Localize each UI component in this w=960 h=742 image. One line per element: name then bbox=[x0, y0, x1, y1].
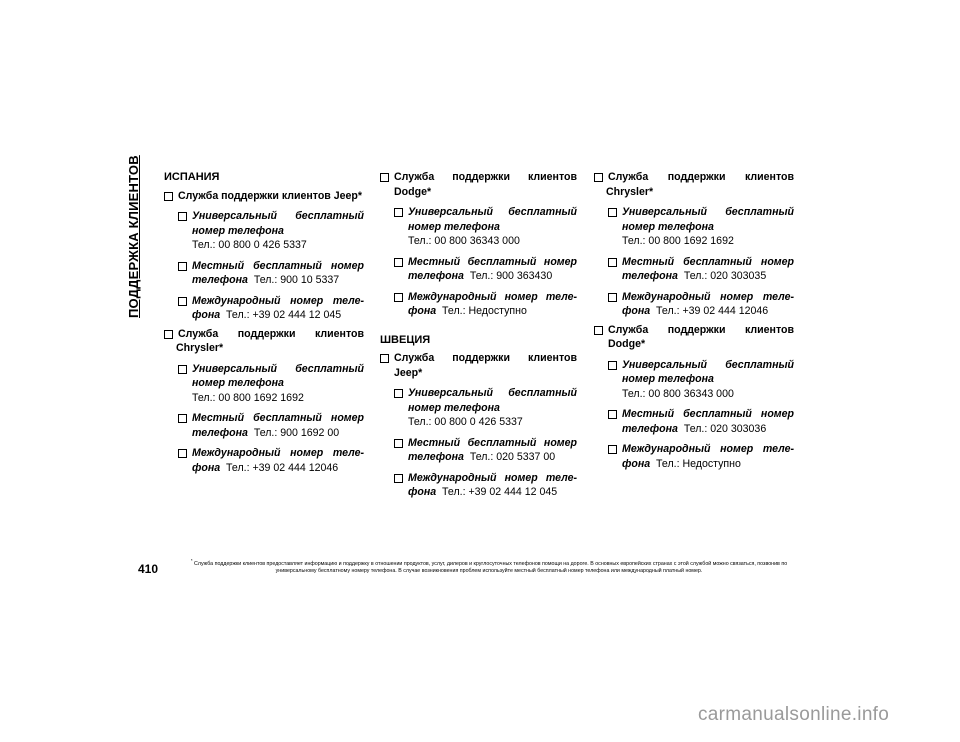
phone-entry-intl: Международный номер теле- фона Тел.: +39 02 444 12046 bbox=[178, 446, 364, 475]
phone-entry-free: Универсальный бесплатный номер телефона Тел.: 00 800 0 426 5337 bbox=[178, 209, 364, 253]
checkbox-square-icon bbox=[178, 297, 187, 306]
page-number: 410 bbox=[138, 562, 159, 576]
phone-entry-local: Местный бесплатный номер телефона Тел.: 020 5337 00 bbox=[394, 436, 577, 465]
service-block-chrysler: Служба поддержки клиентов Chrysler* Универсальный бесплатный номер телефона Тел.: 00 800 1692 1692 Местный бесплатный номер телефона Тел.: 020 303035 Международный номер теле- фона Тел.: +39 02 444 12046 bbox=[594, 170, 794, 319]
phone-entry-intl: Международный номер теле- фона Тел.: +39 02 444 12 045 bbox=[394, 471, 577, 500]
checkbox-square-icon bbox=[394, 389, 403, 398]
phone-number: Тел.: 020 303036 bbox=[683, 422, 767, 435]
phone-entry-free: Универсальный бесплатный номер телефона Тел.: 00 800 0 426 5337 bbox=[394, 386, 577, 430]
phone-entry-intl: Международный номер теле- фона Тел.: +39 02 444 12046 bbox=[608, 290, 794, 319]
phone-entry-intl: Международный номер теле- фона Тел.: +39 02 444 12 045 bbox=[178, 294, 364, 323]
phone-number: Тел.: +39 02 444 12 045 bbox=[226, 309, 342, 321]
phone-number: Тел.: 900 10 5337 bbox=[253, 274, 340, 286]
service-title: Служба поддержки клиентов Jeep* bbox=[164, 189, 364, 204]
phone-entry-intl: Международный номер теле- фона Тел.: Недоступно bbox=[608, 442, 794, 471]
phone-number: Тел.: 00 800 0 426 5337 bbox=[408, 416, 523, 428]
phone-entry-local: Местный бесплатный номер телефона Тел.: 020 303036 bbox=[608, 407, 794, 436]
phone-entry-local: Местный бесплатный номер телефона Тел.: 020 303035 bbox=[608, 255, 794, 284]
checkbox-square-icon bbox=[608, 258, 617, 267]
phone-number: Тел.: Недоступно bbox=[442, 305, 527, 317]
phone-number: Тел.: 900 1692 00 bbox=[253, 426, 340, 439]
phone-number: Тел.: 020 303035 bbox=[683, 270, 767, 282]
checkbox-square-icon bbox=[380, 173, 389, 182]
checkbox-square-icon bbox=[608, 410, 617, 419]
checkbox-square-icon bbox=[594, 326, 603, 335]
column-1 bbox=[164, 170, 364, 479]
checkbox-square-icon bbox=[178, 212, 187, 221]
checkbox-square-icon bbox=[380, 354, 389, 363]
service-block-chrysler: Служба поддержки клиентов Chrysler* Универсальный бесплатный номер телефона Тел.: 00 800 1692 1692 Местный бесплатный номер телефона Тел.: 900 1692 00 Международный номер теле- фона Тел.: +39 02 444 12046 bbox=[164, 327, 364, 476]
service-title: Служба поддержки клиентов Dodge* bbox=[380, 170, 577, 199]
checkbox-square-icon bbox=[394, 474, 403, 483]
phone-entry-local: Местный бесплатный номер телефона Тел.: 900 1692 00 bbox=[178, 411, 364, 440]
phone-entry-local: Местный бесплатный номер телефона Тел.: 900 363430 bbox=[394, 255, 577, 284]
checkbox-square-icon bbox=[178, 365, 187, 374]
watermark: carmanualsonline.info bbox=[698, 704, 890, 725]
checkbox-square-icon bbox=[594, 173, 603, 182]
phone-number: Тел.: +39 02 444 12046 bbox=[656, 305, 769, 317]
phone-number: Тел.: 020 5337 00 bbox=[469, 451, 556, 463]
phone-number: Тел.: Недоступно bbox=[656, 457, 741, 470]
checkbox-square-icon bbox=[178, 262, 187, 271]
service-title: Служба поддержки клиентов bbox=[594, 170, 794, 185]
checkbox-square-icon bbox=[394, 439, 403, 448]
phone-entry-free: Универсальный бесплатный номер телефона Тел.: 00 800 1692 1692 bbox=[608, 205, 794, 249]
phone-number: Тел.: +39 02 444 12 045 bbox=[442, 486, 558, 498]
checkbox-square-icon bbox=[394, 258, 403, 267]
phone-entry-free: Универсальный бесплатный номер телефона Тел.: 00 800 1692 1692 bbox=[178, 362, 364, 406]
phone-entry-intl: Международный номер теле- фона Тел.: Недоступно bbox=[394, 290, 577, 319]
phone-number: Тел.: 00 800 36343 000 bbox=[622, 387, 734, 400]
column-3 bbox=[594, 170, 794, 475]
phone-entry-free: Универсальный бесплатный номер телефона Тел.: 00 800 36343 000 bbox=[608, 358, 794, 402]
phone-number: Тел.: 00 800 36343 000 bbox=[408, 235, 520, 247]
checkbox-square-icon bbox=[608, 208, 617, 217]
phone-number: Тел.: 00 800 1692 1692 bbox=[192, 391, 304, 404]
service-block-dodge bbox=[594, 323, 794, 472]
column-2 bbox=[380, 170, 577, 504]
section-side-title: ПОДДЕРЖКА КЛИЕНТОВ bbox=[126, 155, 141, 318]
phone-entry-free: Универсальный бесплатный номер телефона Тел.: 00 800 36343 000 bbox=[394, 205, 577, 249]
checkbox-square-icon bbox=[394, 293, 403, 302]
phone-number: Тел.: 900 363430 bbox=[469, 270, 553, 282]
checkbox-square-icon bbox=[178, 449, 187, 458]
phone-entry-local: Местный бесплатный номер телефона Тел.: 900 10 5337 bbox=[178, 259, 364, 288]
checkbox-square-icon bbox=[608, 361, 617, 370]
country-heading: ШВЕЦИЯ bbox=[380, 333, 431, 346]
checkbox-square-icon bbox=[178, 414, 187, 423]
service-title: Служба поддержки клиентов Dodge* bbox=[594, 323, 794, 352]
phone-number: Тел.: 00 800 0 426 5337 bbox=[192, 239, 307, 251]
footnote: * Служба поддержки клиентов предоставляет информацию и поддержку в отношении продуктов, услуг, дилеров и круглосуточных телефонов помощи на дороге. В основных европейских странах с этой службой можно связаться, позвонив по универсальному бесплатному номеру телефона. В случае возникновения проблем используйте местный бесплатный номер телефона или международный платный номер. bbox=[190, 558, 788, 575]
checkbox-square-icon bbox=[608, 445, 617, 454]
service-block-jeep bbox=[380, 351, 577, 500]
service-block-jeep bbox=[164, 189, 364, 323]
country-heading: ИСПАНИЯ bbox=[164, 171, 220, 183]
service-block-dodge bbox=[380, 170, 577, 319]
phone-number: Тел.: +39 02 444 12046 bbox=[226, 461, 339, 474]
service-title: Служба поддержки клиентов Jeep* bbox=[380, 351, 577, 380]
checkbox-square-icon bbox=[608, 293, 617, 302]
phone-number: Тел.: 00 800 1692 1692 bbox=[622, 235, 734, 247]
checkbox-square-icon bbox=[164, 330, 173, 339]
checkbox-square-icon bbox=[394, 208, 403, 217]
checkbox-square-icon bbox=[164, 192, 173, 201]
service-title: Служба поддержки клиентов bbox=[164, 327, 364, 342]
